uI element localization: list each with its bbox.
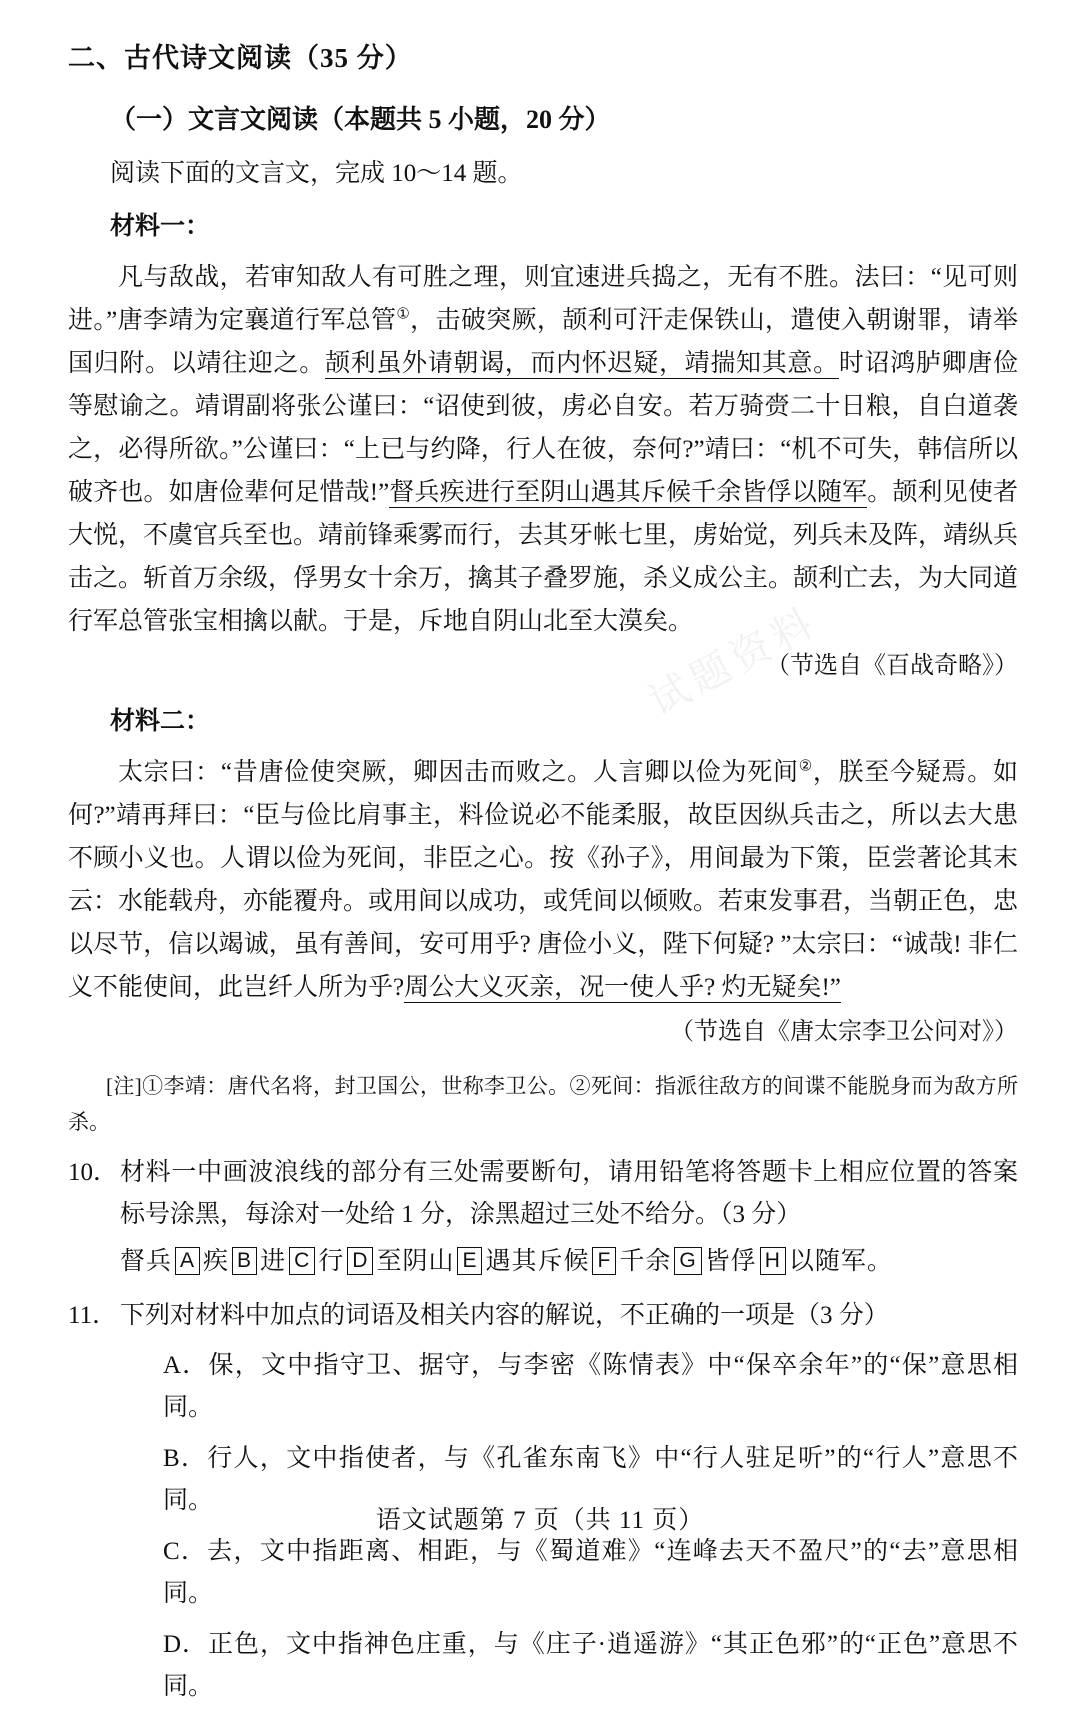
material-two-text: [68, 751, 1018, 1009]
question-10: [68, 1152, 1018, 1235]
footnotes: [注]①李靖：唐代名将，封卫国公，世称李卫公。②死间：指派往敌方的间谍不能脱身而为敌方所杀。: [68, 1074, 1018, 1134]
question-10-number: 10．: [68, 1159, 119, 1187]
answer-line-prefix: 督兵: [120, 1247, 173, 1275]
answer-box-b[interactable]: B: [232, 1247, 257, 1275]
section-heading: 二、古代诗文阅读（35 分）: [68, 43, 413, 73]
answer-seg-7: 皆俘: [704, 1247, 757, 1275]
answer-seg-8: 以随军。: [788, 1247, 893, 1275]
answer-seg-1: 疾: [203, 1247, 230, 1275]
material-one-label: 材料一：: [110, 213, 211, 241]
question-10-text: 材料一中画波浪线的部分有三处需要断句，请用铅笔将答题卡上相应位置的答案标号涂黑，每涂对一处给 1 分，涂黑超过三处不给分。（3 分）: [120, 1159, 1018, 1228]
answer-seg-4: 至阴山: [376, 1247, 455, 1275]
footnote-marker-1: ①: [396, 306, 411, 323]
answer-seg-3: 行: [318, 1247, 345, 1275]
answer-box-h[interactable]: H: [760, 1247, 786, 1275]
watermark: 试题资料: [641, 598, 826, 725]
page-footer: 语文试题第 7 页（共 11 页）: [375, 1507, 705, 1534]
material-two-part-b: ，朕至今疑焉。如何?”靖再拜曰：“臣与俭比肩事主，料俭说必不能柔服，故臣因纵兵击之，所以去大患不顾小义也。人谓以俭为死间，非臣之心。按《孙子》，用间最为下策，臣尝著论其末云：水能载舟，亦能覆舟。或用间以成功，或凭间以倾败。若束发事君，当朝正色，忠以尽节，信以竭诚，虽有善间，安可用乎? 唐俭小义，陛下何疑? ”太宗曰：“诚哉! 非仁义不能使间，此岂纤人所为乎?: [68, 758, 1019, 1001]
question-11-number: 11．: [68, 1302, 118, 1330]
question-11-text: 下列对材料中加点的词语及相关内容的解说，不正确的一项是（3 分）: [120, 1302, 889, 1330]
question-11: [68, 1295, 1018, 1336]
footnote-marker-2: ②: [798, 758, 813, 775]
material-two-label: 材料二：: [110, 708, 211, 736]
material-one-part-c: 时诏鸿胪卿唐俭等慰谕之。靖谓副将张公谨曰：“诏使到彼，虏必自安。若万骑赍二十日粮，自白道袭之，必得所欲。”公谨曰：“上已与约降，行人在彼，奈何?”靖曰：“机不可失，韩信所以破齐也。如唐俭辈何足惜哉!”: [68, 349, 1018, 506]
question-10-answer-line: [120, 1241, 1018, 1284]
section-subheading: （一）文言文阅读（本题共 5 小题，20 分）: [110, 104, 611, 134]
question-11-option-b[interactable]: B．行人，文中指使者，与《孔雀东南飞》中“行人驻足听”的“行人”意思不同。: [163, 1444, 1018, 1515]
answer-box-f[interactable]: F: [592, 1247, 616, 1275]
material-one-part-d: 。颉利见使者大悦，不虞官兵至也。靖前锋乘雾而行，去其牙帐七里，虏始觉，列兵未及阵，靖纵兵击之。斩首万余级，俘男女十余万，擒其子叠罗施，杀义成公主。颉利亡去，为大同道行军总管张宝相擒以献。于是，斥地自阴山北至大漠矣。: [68, 478, 1019, 635]
material-one-part-b: ，击破突厥，颉利可汗走保铁山，遣使入朝谢罪，请举国归附。以靖往迎之。: [68, 306, 1018, 377]
material-two-part-a: 太宗曰：“昔唐俭使突厥，卿因击而败之。人言卿以俭为死间: [118, 758, 799, 786]
material-one-underline-1: 颉利虽外请朝谒，而内怀迟疑，靖揣知其意。: [324, 349, 839, 377]
question-11-option-d[interactable]: D．正色，文中指神色庄重，与《庄子·逍遥游》“其正色邪”的“正色”意思不同。: [163, 1630, 1018, 1701]
answer-box-e[interactable]: E: [457, 1247, 482, 1275]
question-11-option-c[interactable]: C．去，文中指距离、相距，与《蜀道难》“连峰去天不盈尺”的“去”意思相同。: [163, 1537, 1018, 1608]
answer-seg-5: 遇其斥候: [485, 1247, 590, 1275]
answer-box-g[interactable]: G: [674, 1247, 701, 1275]
page-content: [68, 40, 1018, 1709]
material-one-part-a: 凡与敌战，若审知敌人有可胜之理，则宜速进兵捣之，无有不胜。法曰：“见可则进。”唐李靖为定襄道行军总管: [68, 263, 1018, 334]
answer-box-c[interactable]: C: [289, 1247, 315, 1275]
answer-seg-6: 千余: [619, 1247, 672, 1275]
material-one-underline-2: 督兵疾进行至阴山遇其斥候千余皆俘以随军: [389, 478, 868, 506]
answer-box-a[interactable]: A: [175, 1247, 200, 1275]
section-instruction: 阅读下面的文言文，完成 10～14 题。: [110, 159, 523, 187]
material-two-source: （节选自《唐太宗李卫公问对》）: [670, 1018, 1018, 1045]
answer-box-d[interactable]: D: [347, 1247, 373, 1275]
material-two-underline: 周公大义灭亲，况一使人乎? 灼无疑矣!”: [404, 973, 841, 1001]
material-one-text: [68, 256, 1018, 643]
question-11-option-a[interactable]: A．保，文中指守卫、据守，与李密《陈情表》中“保卒余年”的“保”意思相同。: [163, 1351, 1018, 1422]
answer-seg-2: 进: [260, 1247, 287, 1275]
material-one-source: （节选自《百战奇略》）: [766, 652, 1018, 679]
